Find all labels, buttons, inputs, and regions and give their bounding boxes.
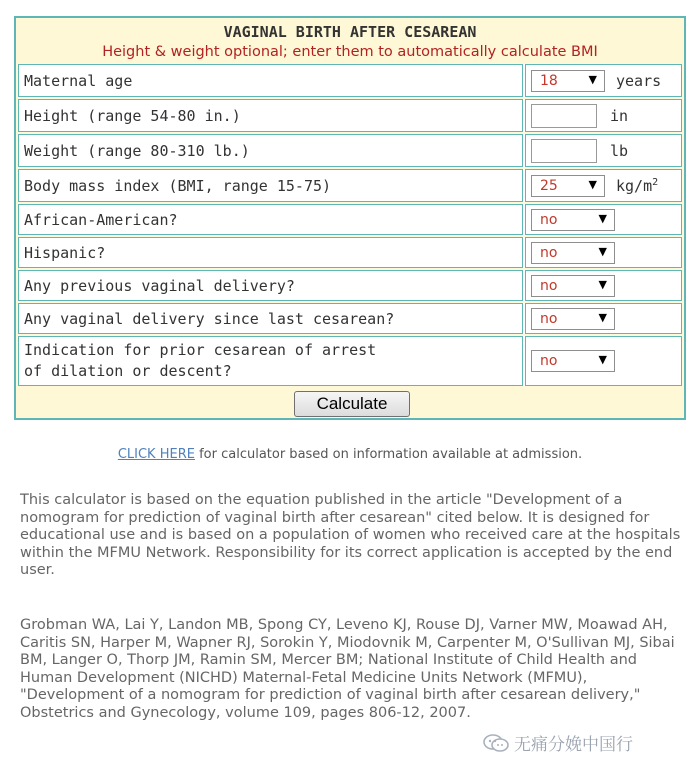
weight-input[interactable]	[531, 139, 597, 163]
previous-vaginal-delivery-select[interactable]	[531, 275, 615, 297]
chevron-down-icon: ▼	[598, 353, 607, 366]
row-vaginal-delivery-since-cesarean	[18, 303, 682, 334]
row-height	[18, 99, 682, 132]
maternal-age-value: 18	[540, 72, 558, 89]
watermark-text: 无痛分娩中国行	[514, 735, 633, 755]
bmi-unit: $kg/m^2$	[616, 176, 659, 195]
row-maternal-age	[18, 64, 682, 97]
maternal-age-label: Maternal age	[24, 71, 133, 90]
row-weight	[18, 134, 682, 167]
african-american-value: no	[540, 211, 558, 228]
chevron-down-icon: ▼	[588, 72, 597, 86]
maternal-age-select[interactable]	[531, 70, 605, 92]
watermark	[482, 730, 633, 754]
calculator-header	[16, 18, 684, 64]
admission-calculator-text: for calculator based on information available at admission.	[194, 447, 583, 462]
arrest-indication-value: no	[540, 353, 558, 369]
chevron-down-icon: ▼	[588, 177, 597, 191]
height-unit: in	[610, 106, 629, 125]
height-label: Height (range 54-80 in.)	[24, 106, 241, 125]
chevron-down-icon: ▼	[598, 310, 607, 324]
click-here-link[interactable]: CLICK HERE	[117, 447, 195, 462]
calculator-subtitle: Height & weight optional; enter them to automatically calculate BMI	[102, 44, 598, 60]
hispanic-label: Hispanic?	[24, 243, 106, 262]
maternal-age-unit: years	[616, 71, 662, 90]
arrest-indication-label: Indication for prior cesarean of arrest of dilation or descent?	[24, 341, 377, 380]
vbac-calculator	[14, 16, 686, 420]
wechat-icon	[482, 733, 510, 753]
vaginal-delivery-since-cesarean-value: no	[540, 310, 558, 327]
row-previous-vaginal-delivery	[18, 270, 682, 301]
african-american-select[interactable]	[531, 209, 615, 231]
weight-label: Weight (range 80-310 lb.)	[24, 141, 250, 160]
bmi-value: 25	[540, 177, 558, 194]
height-input[interactable]	[531, 104, 597, 128]
row-hispanic	[18, 237, 682, 268]
admission-calculator-line	[0, 447, 700, 462]
chevron-down-icon: ▼	[598, 277, 607, 291]
hispanic-select[interactable]	[531, 242, 615, 264]
previous-vaginal-delivery-value: no	[540, 277, 558, 294]
row-african-american	[18, 204, 682, 235]
row-bmi	[18, 169, 682, 202]
chevron-down-icon: ▼	[598, 244, 607, 258]
row-arrest-indication	[18, 336, 682, 386]
hispanic-value: no	[540, 244, 558, 261]
calculator-title: VAGINAL BIRTH AFTER CESAREAN	[223, 23, 477, 41]
vaginal-delivery-since-cesarean-select[interactable]	[531, 308, 615, 330]
description-paragraph: This calculator is based on the equation published in the article "Development of a nomogram for prediction of vaginal birth after cesarean" cited below. It is designed for educational use and is based on a population of women who received care at the hospitals within the MFMU Network. Responsibility for its correct application is accepted by the end user.	[20, 492, 681, 579]
bmi-select[interactable]	[531, 175, 605, 197]
african-american-label: African-American?	[24, 210, 178, 229]
weight-unit: lb	[610, 141, 629, 160]
bmi-label: Body mass index (BMI, range 15-75)	[24, 176, 332, 195]
previous-vaginal-delivery-label: Any previous vaginal delivery?	[24, 276, 295, 295]
arrest-indication-select[interactable]	[531, 350, 615, 372]
calculate-button[interactable]: Calculate	[294, 391, 410, 417]
vaginal-delivery-since-cesarean-label: Any vaginal delivery since last cesarean?	[24, 309, 395, 328]
citation-paragraph: Grobman WA, Lai Y, Landon MB, Spong CY, Leveno KJ, Rouse DJ, Varner MW, Moawad AH, Caritis SN, Harper M, Wapner RJ, Sorokin Y, Miodovnik M, Carpenter M, O'Sullivan MJ, Sibai BM, Langer O, Thorp JM, Ramin SM, Mercer BM; National Institute of Child Health and Human Development (NICHD) Maternal-Fetal Medicine Units Network (MFMU), "Development of a nomogram for prediction of vaginal birth after cesarean delivery," Obstetrics and Gynecology, volume 109, pages 806-12, 2007.	[20, 617, 675, 721]
chevron-down-icon: ▼	[598, 211, 607, 225]
